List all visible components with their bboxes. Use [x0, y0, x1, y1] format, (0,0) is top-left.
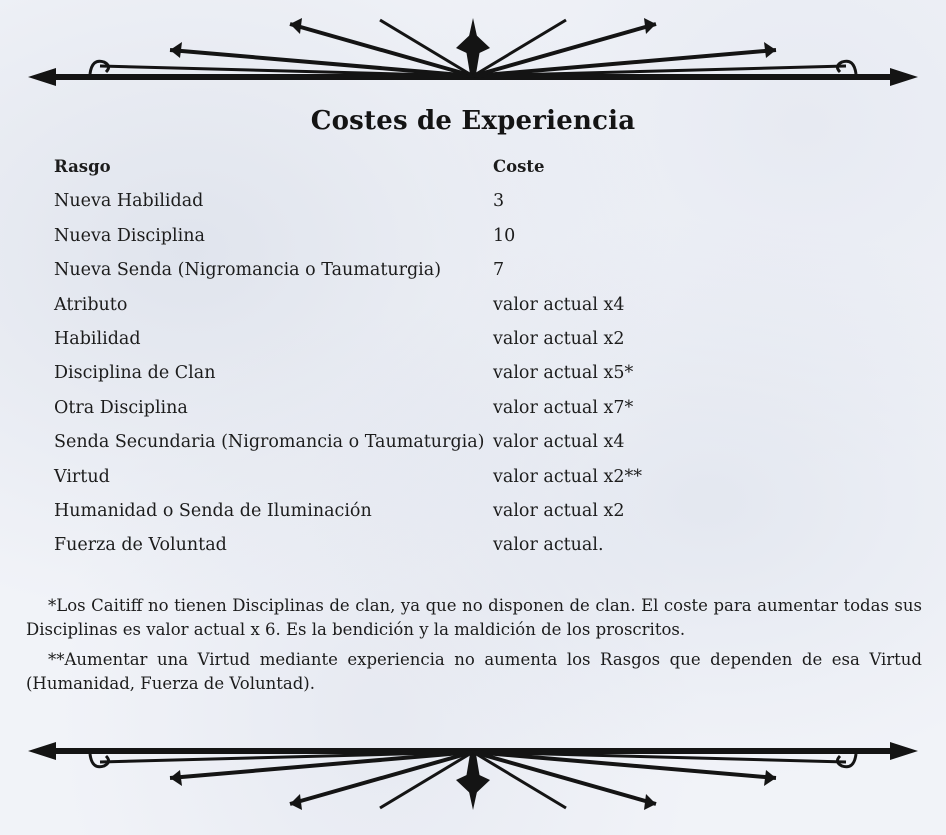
cost-cell: valor actual x7*: [493, 397, 634, 418]
trait-cell: Fuerza de Voluntad: [54, 535, 227, 556]
footnote-virtue: **Aumentar una Virtud mediante experiencia no aumenta los Rasgos que dependen de esa Virtud (Humanidad, Fuerza de Voluntad).: [26, 650, 922, 693]
cost-cell: 7: [493, 260, 505, 281]
column-header-trait: Rasgo: [54, 157, 111, 176]
trait-cell: Humanidad o Senda de Iluminación: [54, 500, 372, 521]
table-row: [54, 530, 914, 564]
table-row: [54, 358, 914, 392]
table-row: [54, 496, 914, 530]
trait-cell: Otra Disciplina: [54, 397, 188, 418]
cost-cell: valor actual x5*: [493, 363, 634, 384]
cost-cell: valor actual x2: [493, 500, 625, 521]
table-row: [54, 462, 914, 496]
trait-cell: Virtud: [54, 466, 110, 487]
trait-cell: Nueva Disciplina: [54, 225, 205, 246]
cost-cell: valor actual x2**: [493, 466, 643, 487]
trait-cell: Atributo: [54, 294, 128, 315]
column-header-cost: Coste: [493, 157, 545, 176]
cost-cell: valor actual x4: [493, 432, 625, 453]
cost-cell: valor actual x2: [493, 328, 625, 349]
trait-cell: Senda Secundaria (Nigromancia o Taumaturgia): [54, 432, 485, 453]
page-title: Costes de Experiencia: [310, 106, 636, 136]
trait-cell: Nueva Habilidad: [54, 191, 204, 212]
footnote-caitiff: *Los Caitiff no tienen Disciplinas de clan, ya que no disponen de clan. El coste para aumentar todas sus Disciplinas es valor actual x 6. Es la bendición y la maldición de los proscritos.: [26, 596, 922, 639]
table-row: [54, 221, 914, 255]
table-row: [54, 427, 914, 461]
table-row: [54, 393, 914, 427]
cost-cell: valor actual x4: [493, 294, 625, 315]
trait-cell: Nueva Senda (Nigromancia o Taumaturgia): [54, 260, 442, 281]
cost-cell: 10: [493, 225, 516, 246]
table-row: [54, 186, 914, 220]
table-row: [54, 290, 914, 324]
trait-cell: Disciplina de Clan: [54, 363, 216, 384]
table-row: [54, 324, 914, 358]
table-row: [54, 255, 914, 289]
cost-cell: 3: [493, 191, 505, 212]
table-header-row: [54, 152, 914, 186]
top-ornament-icon: [20, 10, 926, 90]
trait-cell: Habilidad: [54, 328, 141, 349]
cost-cell: valor actual.: [493, 535, 604, 556]
experience-cost-table: [54, 152, 914, 565]
bottom-ornament-icon: [20, 738, 926, 818]
footnotes: [26, 594, 922, 702]
